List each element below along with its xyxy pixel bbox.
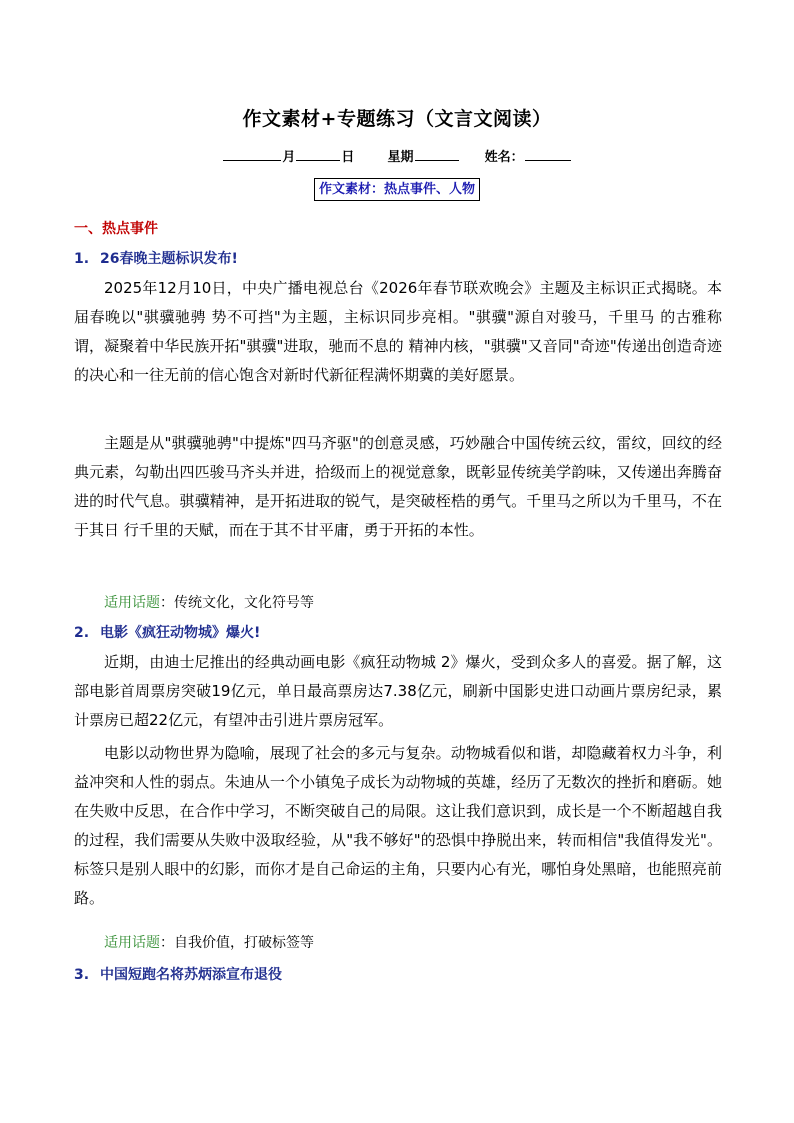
day-blank[interactable] — [296, 147, 340, 161]
applicable-topics-text: ：自我价值，打破标签等 — [160, 935, 314, 951]
topic-number: 3. — [74, 967, 90, 983]
applicable-topics-label: 适用话题 — [104, 595, 160, 611]
body-paragraph: 近期，由迪士尼推出的经典动画电影《疯狂动物城 2》爆火，受到众多人的喜爱。据了解，这部电影首周票房突破19亿元，单日最高票房达7.38亿元，刷新中国影史进口动画片票房纪录，累计票房已超22亿元，有望冲击引进片票房冠军。 — [74, 653, 722, 729]
applicable-topics — [104, 932, 314, 952]
body-paragraph: 主题是从"骐骥驰骋"中提炼"四马齐驱"的创意灵感，巧妙融合中国传统云纹，雷纹，回纹的经典元素，勾勒出四匹骏马齐头并进，拾级而上的视觉意象，既彰显传统美学韵味，又传递出奔腾奋进的时代气息。骐骥精神，是开拓进取的锐气，是突破桎梏的勇气。千里马之所以为千里马，不在于其日 行千里的天赋，而在于其不甘平庸，勇于开拓的本性。 — [74, 434, 722, 539]
boxed-heading: 作文素材：热点事件、人物 — [314, 178, 480, 201]
topic-number: 1. — [74, 251, 90, 267]
applicable-topics — [104, 592, 314, 612]
applicable-topics-label: 适用话题 — [104, 935, 160, 951]
page-title: 作文素材+专题练习（文言文阅读） — [242, 108, 552, 130]
topic-heading-2 — [74, 622, 260, 642]
boxed-heading-wrap — [0, 178, 794, 201]
applicable-topics-text: ：传统文化，文化符号等 — [160, 595, 314, 611]
month-label: 月 — [282, 150, 296, 165]
topic-heading-3 — [74, 964, 282, 984]
weekday-label: 星期 — [387, 150, 414, 165]
topic-number: 2. — [74, 625, 90, 641]
month-blank[interactable] — [223, 147, 281, 161]
day-label: 日 — [341, 150, 355, 165]
weekday-blank[interactable] — [415, 147, 459, 161]
body-paragraph: 电影以动物世界为隐喻，展现了社会的多元与复杂。动物城看似和谐，却隐藏着权力斗争，利益冲突和人性的弱点。朱迪从一个小镇兔子成长为动物城的英雄，经历了无数次的挫折和磨砺。她在失败中反思，在合作中学习，不断突破自己的局限。这让我们意识到，成长是一个不断超越自我的过程，我们需要从失败中汲取经验，从"我不够好"的恐惧中挣脱出来，转而相信"我值得发光"。标签只是别人眼中的幻影，而你才是自己命运的主角，只要内心有光，哪怕身处黑暗，也能照亮前路。 — [74, 744, 722, 907]
student-info-line — [0, 146, 794, 165]
section-heading-hot-events: 一、热点事件 — [74, 221, 158, 237]
topic-title: 电影《疯狂动物城》爆火! — [100, 625, 261, 641]
topic-title: 26春晚主题标识发布! — [100, 251, 238, 267]
name-label: 姓名： — [484, 150, 524, 165]
body-paragraph: 2025年12月10日，中央广播电视总台《2026年春节联欢晚会》主题及主标识正式揭晓。本届春晚以"骐骥驰骋 势不可挡"为主题，主标识同步亮相。"骐骥"源自对骏马，千里马 的古雅称谓，凝聚着中华民族开拓"骐骥"进取，驰而不息的 精神内核，"骐骥"又音同"奇迹"传递出创造奇迹的决心和一往无前的信心饱含对新时代新征程满怀期冀的美好愿景。 — [74, 279, 722, 384]
name-blank[interactable] — [525, 147, 571, 161]
topic-title: 中国短跑名将苏炳添宣布退役 — [100, 967, 282, 983]
topic-heading-1 — [74, 248, 238, 268]
